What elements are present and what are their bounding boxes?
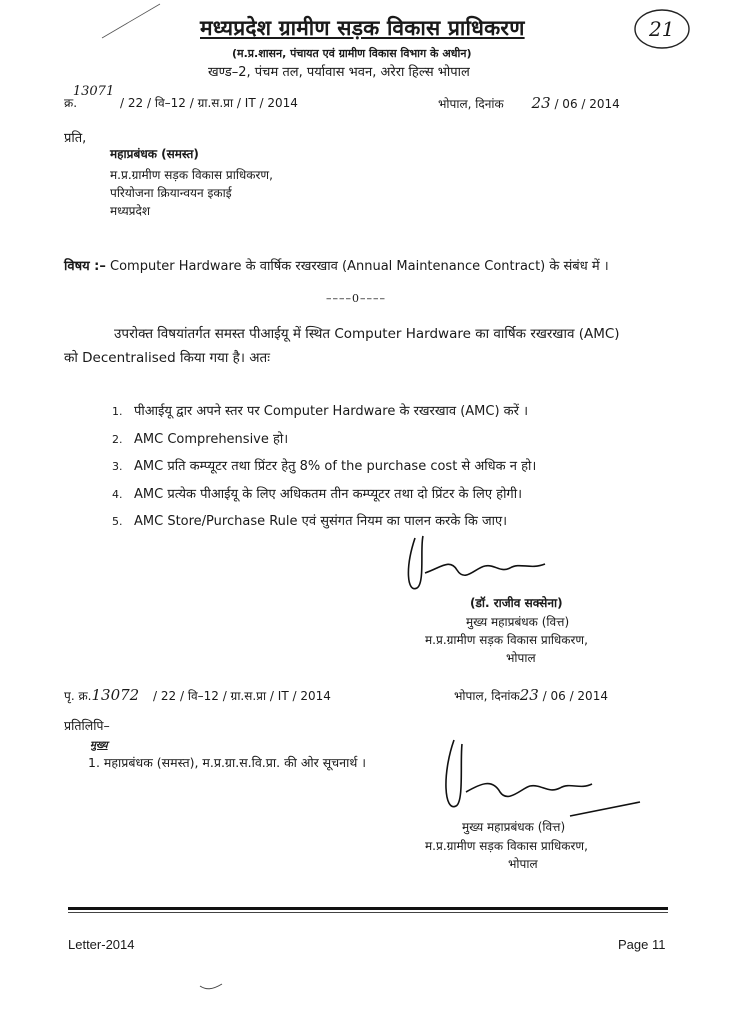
body-paragraph-line1: उपरोक्त विषयांतर्गत समस्त पीआईयू में स्थित Computer Hardware का वार्षिक रखरखाव (AMC) xyxy=(114,326,620,342)
footer-rule-thin xyxy=(68,912,668,913)
date-rest: / 06 / 2014 xyxy=(554,97,620,111)
copy-date xyxy=(454,686,608,704)
copy-date-rest: / 06 / 2014 xyxy=(542,689,608,703)
list-item-number: 5. xyxy=(112,515,123,528)
copy-signatory-city: भोपाल xyxy=(508,857,538,871)
list-item-number: 3. xyxy=(112,460,123,473)
ref-handwritten-number: 13071 xyxy=(72,84,115,99)
list-item xyxy=(112,484,522,502)
letter-date xyxy=(438,94,620,112)
recipient-line: मध्यप्रदेश xyxy=(110,204,151,218)
letter-reference xyxy=(64,84,298,111)
copy-ref-prefix: पृ. क्र. xyxy=(64,689,92,703)
footer-rule xyxy=(68,907,668,910)
list-item-number: 2. xyxy=(112,433,123,446)
separator: ––––0–––– xyxy=(326,292,386,305)
footer-left: Letter-2014 xyxy=(68,937,135,952)
signatory-city: भोपाल xyxy=(506,651,536,665)
to-label: प्रति, xyxy=(64,131,87,146)
ref-rest: / 22 / वि–12 / ग्रा.स.प्रा / IT / 2014 xyxy=(120,96,298,110)
list-item-number: 4. xyxy=(112,488,123,501)
copy-item-number: 1. xyxy=(88,755,100,770)
list-item-number: 1. xyxy=(112,405,123,418)
copy-item xyxy=(88,754,366,771)
list-item xyxy=(112,456,536,474)
ref-prefix: क्र. xyxy=(64,96,78,110)
recipient-line: महाप्रबंधक (समस्त) xyxy=(110,147,199,161)
stamp-number: 21 xyxy=(649,17,675,41)
footer-page-number: Page 11 xyxy=(618,937,666,952)
signatory-designation: मुख्य महाप्रबंधक (वित्त) xyxy=(466,615,570,629)
copy-date-label: भोपाल, दिनांक xyxy=(454,689,520,703)
subject-line xyxy=(64,256,609,274)
copy-signatory-designation: मुख्य महाप्रबंधक (वित्त) xyxy=(462,820,566,834)
pen-stroke-icon xyxy=(100,0,170,40)
list-item-text: AMC Store/Purchase Rule एवं सुसंगत नियम का पालन करके कि जाए। xyxy=(134,514,508,529)
list-item-text: AMC Comprehensive हो। xyxy=(134,432,289,447)
copy-handwritten-insert: मुख्य xyxy=(90,740,108,751)
letterhead-title: मध्यप्रदेश ग्रामीण सड़क विकास प्राधिकरण xyxy=(200,16,525,40)
signatory-org: म.प्र.ग्रामीण सड़क विकास प्राधिकरण, xyxy=(425,633,588,647)
copy-ref-rest: / 22 / वि–12 / ग्रा.स.प्रा / IT / 2014 xyxy=(153,689,331,703)
pen-mark-icon xyxy=(198,980,228,996)
copy-date-handwritten: 23 xyxy=(519,686,539,704)
letterhead-address: खण्ड–2, पंचम तल, पर्यावास भवन, अरेरा हिल्स भोपाल xyxy=(208,65,470,80)
subject-label: विषय :– xyxy=(64,259,106,274)
copy-reference xyxy=(64,686,331,704)
copy-ref-handwritten-number: 13072 xyxy=(91,686,140,704)
letterhead-subtitle: (म.प्र.शासन, पंचायत एवं ग्रामीण विकास विभाग के अधीन) xyxy=(232,47,472,60)
list-item xyxy=(112,511,507,529)
copy-label: प्रतिलिपि– xyxy=(64,718,110,733)
subject-text: Computer Hardware के वार्षिक रखरखाव (Annual Maintenance Contract) के संबंध में । xyxy=(110,259,609,274)
copy-signatory-org: म.प्र.ग्रामीण सड़क विकास प्राधिकरण, xyxy=(425,839,588,853)
date-label: भोपाल, दिनांक xyxy=(438,97,504,111)
list-item-text: AMC प्रत्येक पीआईयू के लिए अधिकतम तीन कम्प्यूटर तथा दो प्रिंटर के लिए होगी। xyxy=(134,487,523,502)
recipient-line: म.प्र.ग्रामीण सड़क विकास प्राधिकरण, xyxy=(110,168,273,182)
signatory-name: (डॉ. राजीव सक्सेना) xyxy=(470,596,563,610)
list-item xyxy=(112,429,288,447)
list-item xyxy=(112,401,528,419)
copy-item-text: महाप्रबंधक (समस्त), म.प्र.ग्रा.स.वि.प्रा. की ओर सूचनार्थ । xyxy=(103,755,367,770)
list-item-text: AMC प्रति कम्प्यूटर तथा प्रिंटर हेतु 8% of the purchase cost से अधिक न हो। xyxy=(134,459,537,474)
body-paragraph-line2: को Decentralised किया गया है। अतः xyxy=(64,350,270,366)
list-item-text: पीआईयू द्वार अपने स्तर पर Computer Hardware के रखरखाव (AMC) करें । xyxy=(134,404,529,419)
date-handwritten: 23 xyxy=(531,94,551,112)
recipient-line: परियोजना क्रियान्वयन इकाई xyxy=(110,186,232,200)
